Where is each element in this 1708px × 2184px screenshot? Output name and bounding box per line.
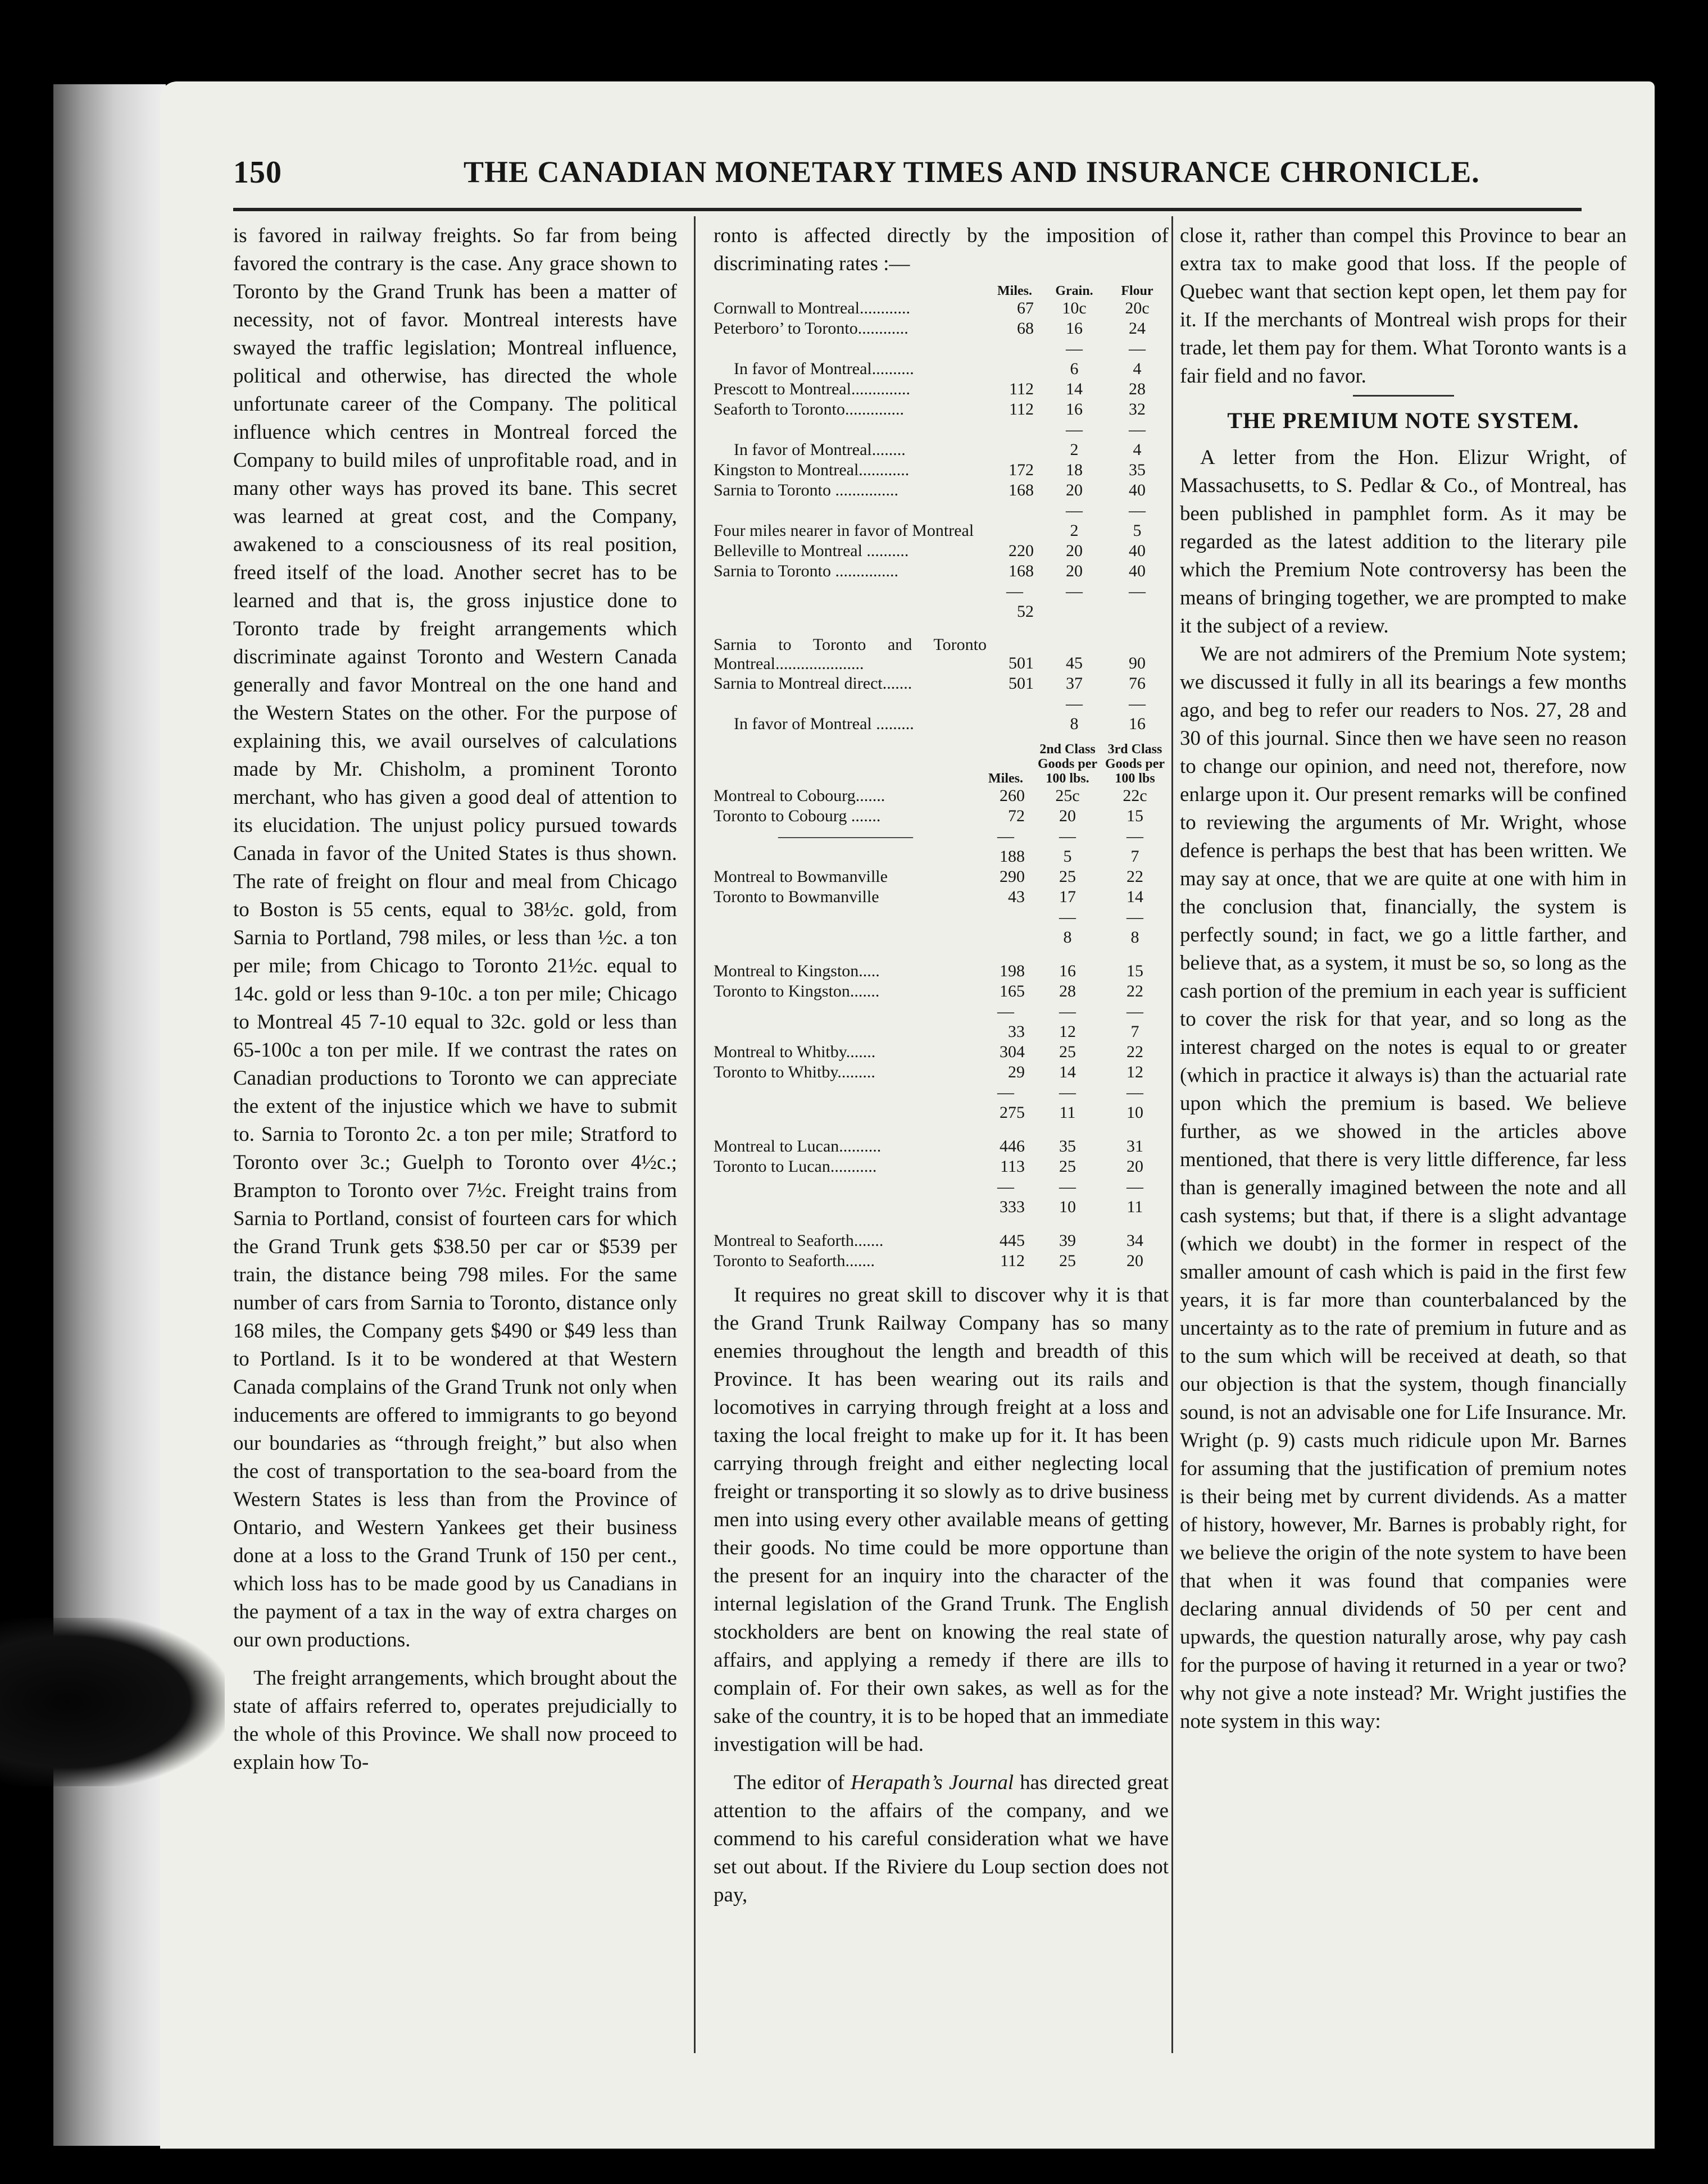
article-paragraph: We are not admirers of the Premium Note system; we discussed it fully in all its bearings a few months ago, and beg to refer our readers to Nos. 27, 28 and 30 of this journal. Since then we have seen no reason to change our opinion, and need not, therefore, now enlarge upon it. Our present remarks will be confined to reviewing the arguments of Mr. Wright, whose defence is perhaps the best that has been written. We may say at once, that we are quite at one with him in the conclusion that, financially, the system is perfectly sound; in fact, we go a little farther, and believe that, as a system, it must be so, so long as the cash portion of the premium in each year is sufficient to cover the risk for that year, and so long as the interest charged on the notes is equal to or greater (which in practice it always is) than the actuarial rate upon which the premium is based. We believe further, as we showed in the articles above mentioned, that there is very little difference, far less than is generally imagined between the note and all cash systems; but that, if there is a slight advantage (which we doubt) in the former in respect of the smaller amount of cash which is paid in the first few years, it is far more than counterbalanced by the uncertainty as to the rate of premium in future and as to the sum which will be received at death, so that our objection is that the system, though financially sound, is not an advisable one for Life Insurance. Mr. Wright (p. 9) casts much ridicule upon Mr. Barnes for assuming that the justification of premium notes is their being met by current dividends. As a matter of history, however, Mr. Barnes is probably right, for we believe the origin of the note system to have been that when it was found that companies were declaring annual dividends of 50 per cent and upwards, the question naturally arose, why pay cash for the purpose of having it returned in a year or two? why not give a note instead? Mr. Wright justifies the note system in this way:: [1180, 643, 1627, 1733]
table-gap-row: [714, 948, 1169, 961]
column-3: [1180, 222, 1627, 1736]
table-gap-row: [714, 622, 1169, 635]
table-rule-row: — —: [1059, 908, 1143, 926]
column-divider: [694, 216, 696, 2053]
table-row: Toronto to Whitby......... 29 14 12: [714, 1063, 1143, 1081]
header-rule: [233, 208, 1582, 211]
table-row: 33 12 7: [1008, 1022, 1139, 1041]
table-row: Montreal to Bowmanville 290 25 22: [714, 867, 1143, 886]
table-rule-row: — —: [1066, 420, 1146, 439]
table-rule-row: — —: [1066, 501, 1146, 520]
table-row: Toronto to Seaforth....... 112 25 20: [714, 1252, 1143, 1270]
column-header: 3rd Class Goods per 100 lbs: [1105, 742, 1165, 786]
table-rule-row: — — —: [997, 1177, 1143, 1196]
article-paragraph: ronto is affected directly by the imposition of discriminating rates :—: [714, 224, 1169, 275]
table-row: In favor of Montreal........ 2 4: [734, 440, 1142, 459]
table-header-row: [714, 284, 1169, 298]
column-header: Miles.: [988, 771, 1023, 786]
table-row: Montreal to Seaforth....... 445 39 34: [714, 1231, 1143, 1250]
table-row: Montreal to Lucan.......... 446 35 31: [714, 1137, 1143, 1155]
table-gap-row: [714, 1123, 1169, 1136]
article-paragraph: The editor of Herapath’s Journal has directed great attention to the affairs of the company, and we commend to his careful consideration what we have set out about. If the Riviere du Loup section does not pay,: [714, 1771, 1169, 1907]
column-header: 2nd Class Goods per 100 lbs.: [1037, 742, 1097, 786]
table-row: Montreal to Cobourg....... 260 25c 22c: [714, 786, 1147, 805]
table-row: Toronto to Kingston....... 165 28 22: [714, 982, 1143, 1000]
table-row: Kingston to Montreal............ 172 18 35: [714, 461, 1146, 479]
publication-title: THE CANADIAN MONETARY TIMES AND INSURANCE CHRONICLE.: [464, 155, 1480, 189]
table-row: 8 8: [1063, 928, 1139, 947]
column-2: [714, 222, 1169, 1909]
column-header: Miles.: [997, 284, 1032, 298]
table-row: Seaforth to Toronto.............. 112 16 32: [714, 400, 1146, 418]
table-row: Prescott to Montreal.............. 112 14 28: [714, 380, 1146, 398]
table-gap-row: [714, 1217, 1169, 1231]
table-rule-row: — — —: [997, 1002, 1143, 1021]
table-row: 52: [1017, 602, 1034, 621]
table-rule-row: — — —: [997, 1083, 1143, 1102]
table-row: Toronto to Bowmanville 43 17 14: [714, 888, 1143, 906]
table-rule-row: — —: [1066, 694, 1146, 713]
page-header: [233, 143, 1582, 211]
section-title: THE PREMIUM NOTE SYSTEM.: [1227, 408, 1579, 433]
table-row: Montreal to Whitby....... 304 25 22: [714, 1043, 1143, 1061]
table-row: Toronto to Lucan........... 113 25 20: [714, 1157, 1143, 1176]
newspaper-page: [160, 81, 1655, 2149]
article-paragraph: A letter from the Hon. Elizur Wright, of Massachusetts, to S. Pedlar & Co., of Montreal, has been published in pamphlet form. As it may be regarded as the latest addition to the literary pile which the Premium Note controversy has been the means of bringing together, we are prompted to make it the subject of a review.: [1180, 446, 1627, 638]
table-row: Four miles nearer in favor of Montreal 2 5: [714, 521, 1142, 540]
table-row: Sarnia to Toronto ............... 168 20 40: [714, 481, 1146, 499]
table-row: In favor of Montreal.......... 6 4: [734, 360, 1142, 378]
table-row: Sarnia to Toronto ............... 168 20 40: [714, 562, 1146, 580]
column-header: Flour: [1121, 284, 1153, 298]
table-row: Toronto to Cobourg ....... 72 20 15: [714, 807, 1143, 825]
table-row: 333 10 11: [1000, 1198, 1143, 1216]
table-row: 188 5 7: [1000, 847, 1139, 866]
article-paragraph: The freight arrangements, which brought about the state of affairs referred to, operates prejudicially to the whole of this Province. We shall now proceed to explain how To-: [233, 1667, 677, 1774]
table-row: In favor of Montreal ......... 8 16: [734, 715, 1146, 733]
page-number: 150: [233, 155, 282, 190]
table-row: Belleville to Montreal .......... 220 20 40: [714, 542, 1146, 560]
table-header-row: [714, 742, 1169, 786]
book-binding-edge: [53, 84, 166, 2146]
freight-rates-table-grain-flour: [714, 284, 1169, 734]
table-row: 275 11 10: [1000, 1103, 1143, 1122]
freight-rates-table-goods-class: [714, 742, 1169, 1271]
table-row: Peterboro’ to Toronto............ 68 16 24: [714, 319, 1146, 338]
table-rule-row: — —: [1066, 339, 1146, 358]
column-1: [233, 222, 677, 1777]
column-divider: [1171, 216, 1173, 2053]
thumb-shadow: [0, 1618, 225, 1786]
article-paragraph: It requires no great skill to discover why it is that the Grand Trunk Railway Company has so many enemies throughout the length and breadth of this Province. It has been wearing out its rails and locomotives in carrying through freight at a loss and taxing the local freight to make up for it. It has been carrying through freight and either neglecting local freight or transporting it so slowly as to drive business men into using every other available means of getting their goods. No time could be more opportune than the present for an inquiry into the character of the internal legislation of the Grand Trunk. The English stockholders are bent on knowing the real state of affairs, and applying a remedy if there are ills to complain of. For their own sakes, as well as for the sake of the country, it is to be hoped that an immediate investigation will be had.: [714, 1284, 1169, 1756]
table-row: Sarnia to Montreal direct....... 501 37 76: [714, 674, 1146, 693]
column-header: Grain.: [1055, 284, 1093, 298]
table-row: Cornwall to Montreal............ 67 10c 20c: [714, 299, 1150, 317]
journal-name: Herapath’s Journal: [851, 1771, 1014, 1794]
article-paragraph: is favored in railway freights. So far from being favored the contrary is the case. Any grace shown to Toronto by the Grand Trunk has been a matter of necessity, not of favor. Montreal interests have swayed the traffic legislation; Montreal influence, political and otherwise, has directed the whole unfortunate career of the Company. The political influence which centres in Montreal forced the Company to build miles of unprofitable road, and in many other ways has proved its bane. This secret was learned at great cost, and the Company, awakened to a consciousness of its real position, freed itself of the load. Another secret has to be learned and that is, the gross injustice done to Toronto trade by freight arrangements which discriminate against Toronto and Western Canada generally and favor Montreal on the one hand and the Western States on the other. For the purpose of explaining this, we avail ourselves of calculations made by Mr. Chisholm, a prominent Toronto merchant, who has given a good deal of attention to its elucidation. The unjust policy pursued towards Canada in favor of the United States is thus shown. The rate of freight on flour and meal from Chicago to Boston is 55 cents, equal to 38½c. gold, from Sarnia to Portland, 798 miles, or less than ½c. a ton per mile; from Chicago to Toronto 21½c. equal to 14c. gold or less than 9-10c. a ton per mile; Chicago to Montreal 45 7-10 equal to 32c. gold or less than 65-100c a ton per mile. If we contrast the rates on Canadian productions to Toronto we can appreciate the extent of the injustice which we have to submit to. Sarnia to Toronto 2c. a ton per mile; Stratford to Toronto over 3c.; Guelph to Toronto over 4½c.; Brampton to Toronto over 7½c. Freight trains from Sarnia to Portland, consist of fourteen cars for which the Grand Trunk gets $38.50 per car or $539 per train, the distance being 798 miles. For the same number of cars from Sarnia to Toronto, distance only 168 miles, the Company gets $490 or $49 less than to Portland. Is it to be wondered at that Western Canada complains of the Grand Trunk not only when inducements are offered to immigrants to go beyond our boundaries as “through freight,” but also when the cost of transportation to the sea-board from the Western States is less than from the Province of Ontario, and Western Yankees get their business done at a loss to the Grand Trunk of 150 per cent., which loss has to be made good by us Canadians in the payment of a tax in the way of extra charges on our own productions.: [233, 224, 677, 1651]
article-paragraph: close it, rather than compel this Province to bear an extra tax to make good that loss. If the people of Quebec want that section kept open, let them pay for it. If the merchants of Montreal wish props for their trade, let them pay for them. What Toronto wants is a fair field and no favor.: [1180, 224, 1627, 388]
table-rule-row: ———————— — — —: [778, 827, 1143, 845]
table-row: Sarnia to Toronto and Toronto Montreal..................... 501 45 90: [714, 635, 1146, 673]
table-row: Montreal to Kingston..... 198 16 15: [714, 962, 1143, 980]
table-rule-row: — — —: [1006, 582, 1146, 600]
section-divider: [1353, 395, 1454, 397]
